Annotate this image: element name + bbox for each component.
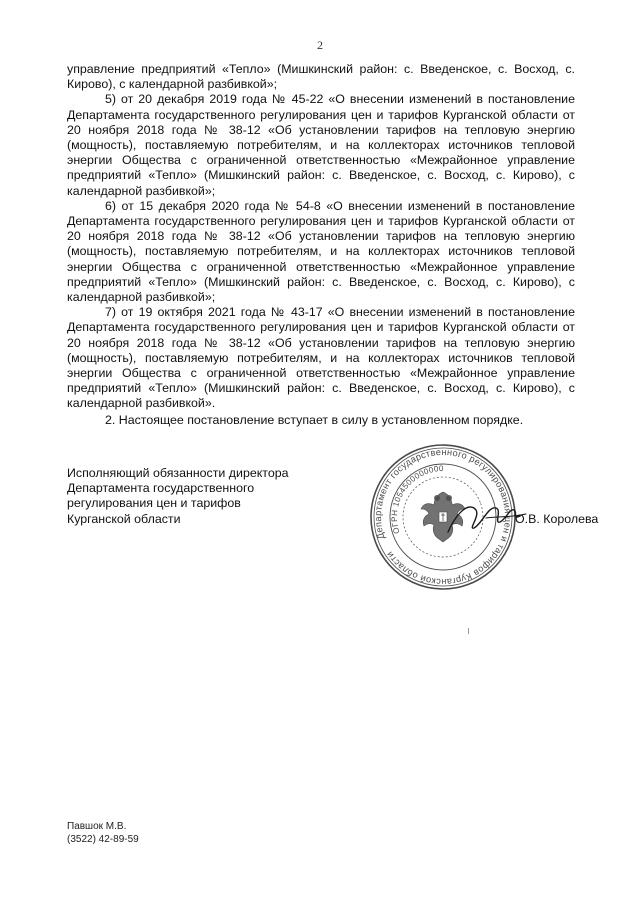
paragraph-effective-date: 2. Настоящее постановление вступает в силу в установленном порядке.	[105, 412, 524, 427]
executor-phone: (3522) 42-89-59	[67, 834, 139, 845]
signatory-title-line: Исполняющий обязанности директора	[67, 466, 289, 480]
paragraph-item-7: 7) от 19 октября 2021 года № 43-17 «О внесении изменений в постановление Департамента государственного регулирования цен и тарифов Курганской области от 20 ноября 2018 года № 38-12 «Об установлении тарифов на тепловую энергию (мощность), поставляемую потребителям, и на коллекторах источников тепловой энергии Общества с ограниченной ответственностью «Межрайонное управление предприятий «Тепло» (Мишкинский район: с. Введенское, с. Восход, с. Кирово), с календарной разбивкой».	[67, 305, 575, 411]
stamp-inner-text: ОГРН 1054500000000	[389, 463, 444, 535]
paragraph-continuation: управление предприятий «Тепло» (Мишкинский район: с. Введенское, с. Восход, с. Кирово), с календарной разбивкой»;	[67, 62, 575, 92]
signatory-title-line: регулирования цен и тарифов	[67, 496, 241, 511]
signatory-name: О.В. Королева	[515, 512, 599, 526]
scan-artifact-mark	[468, 628, 469, 634]
executor-name: Павшок М.В.	[67, 821, 127, 832]
signatory-title-line: Курганской области	[67, 511, 181, 526]
paragraph-item-6: 6) от 15 декабря 2020 года № 54-8 «О внесении изменений в постановление Департамента государственного регулирования цен и тарифов Курганской области от 20 ноября 2018 года № 38-12 «Об установлении тарифов на тепловую энергию (мощность), поставляемую потребителям, и на коллекторах источников тепловой энергии Общества с ограниченной ответственностью «Межрайонное управление предприятий «Тепло» (Мишкинский район: с. Введенское, с. Восход, с. Кирово), с календарной разбивкой»;	[67, 198, 575, 305]
signatory-title-line: Департамента государственного	[67, 481, 255, 496]
paragraph-item-5: 5) от 20 декабря 2019 года № 45-22 «О внесении изменений в постановление Департамента государственного регулирования цен и тарифов Курганской области от 20 ноября 2018 года № 38-12 «Об установлении тарифов на тепловую энергию (мощность), поставляемую потребителям, и на коллекторах источников тепловой энергии Общества с ограниченной ответственностью «Межрайонное управление предприятий «Тепло» (Мишкинский район: с. Введенское, с. Восход, с. Кирово), с календарной разбивкой»;	[67, 92, 575, 198]
document-body	[67, 62, 575, 428]
stamp-outer-text: Департамент государственного регулирования цен и тарифов Курганской области	[372, 446, 514, 588]
executor-block	[67, 820, 139, 846]
signatory-block	[67, 466, 327, 527]
page-number: 2	[317, 38, 323, 52]
